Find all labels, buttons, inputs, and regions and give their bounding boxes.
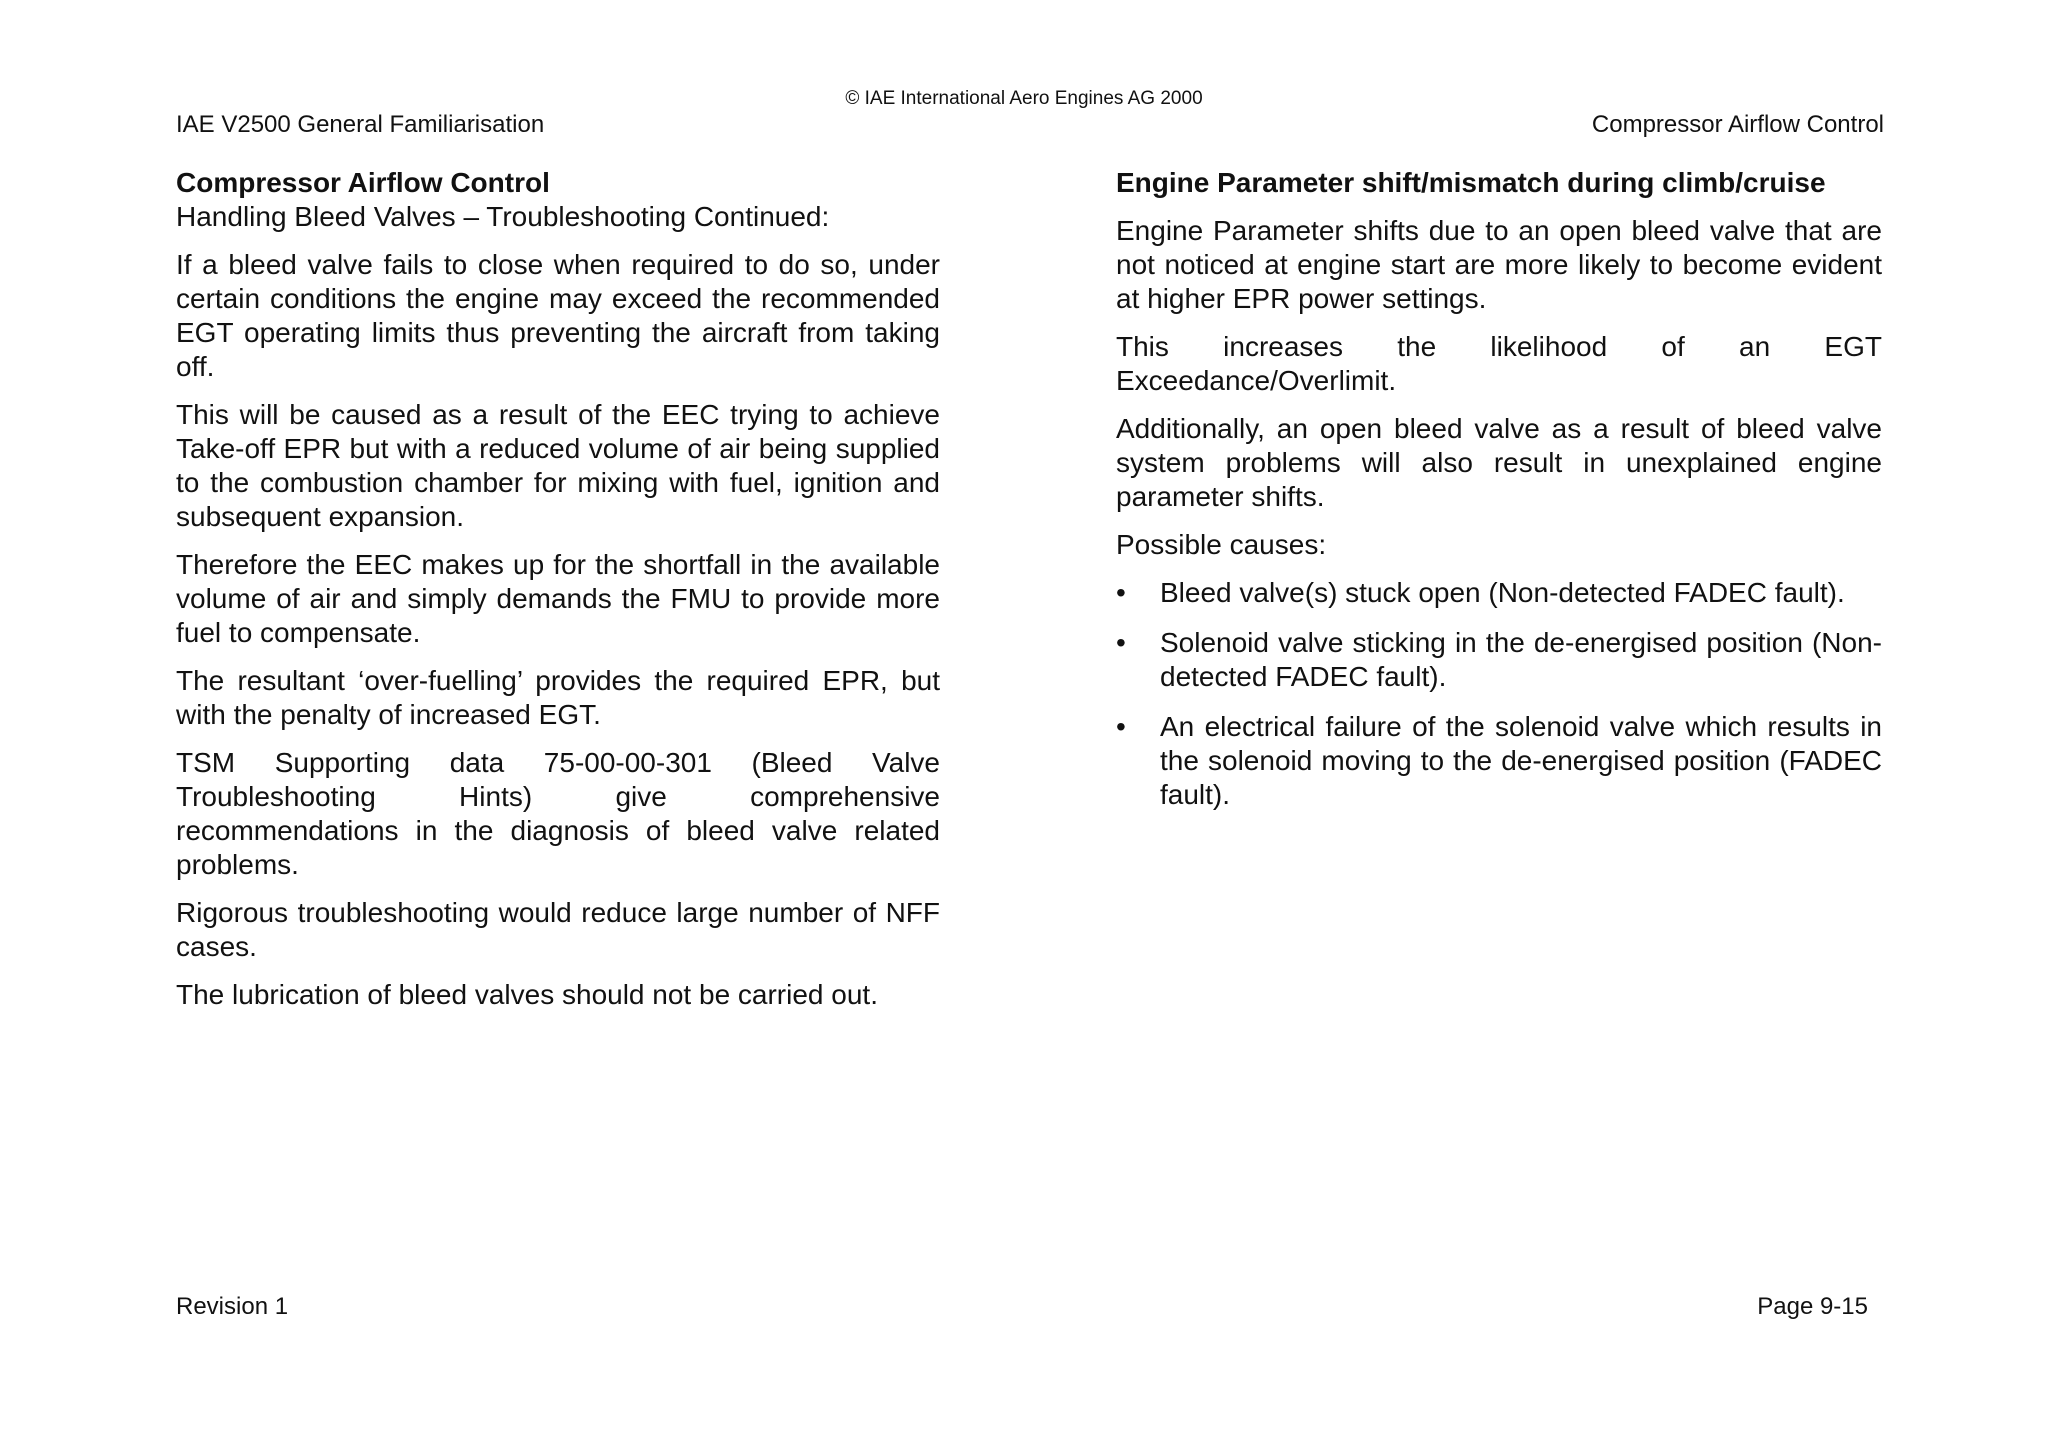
list-item [1116,710,1882,812]
footer-revision: Revision 1 [176,1293,289,1320]
footer-page-number: Page 9-15 [1757,1293,1868,1320]
left-column-heading: Compressor Airflow Control [176,167,550,198]
possible-causes-list [1116,576,1882,812]
bullet-icon: • [1116,711,1126,742]
paragraph: Possible causes: [1116,529,1327,560]
paragraph: This increases the likelihood of an EGT Exceedance/Overlimit. [1116,331,1882,396]
list-item [1116,626,1882,694]
paragraph: Additionally, an open bleed valve as a result of bleed valve system problems will also result in unexplained engine parameter shifts. [1116,413,1882,512]
paragraph: Therefore the EEC makes up for the shortfall in the available volume of air and simply demands the FMU to provide more fuel to compensate. [176,549,940,648]
list-item-text: Bleed valve(s) stuck open (Non-detected FADEC fault). [1160,577,1845,608]
paragraph: The lubrication of bleed valves should not be carried out. [176,979,878,1010]
list-item-text: Solenoid valve sticking in the de-energised position (Non-detected FADEC fault). [1160,627,1882,692]
header-section-title: Compressor Airflow Control [1591,111,1884,138]
bullet-icon: • [1116,627,1126,658]
paragraph: Rigorous troubleshooting would reduce large number of NFF cases. [176,897,940,962]
paragraph: This will be caused as a result of the EEC trying to achieve Take-off EPR but with a reduced volume of air being supplied to the combustion chamber for mixing with fuel, ignition and subsequent expansion. [176,399,940,532]
header-document-title: IAE V2500 General Familiarisation [176,111,545,138]
paragraph: Engine Parameter shifts due to an open bleed valve that are not noticed at engine start are more likely to become evident at higher EPR power settings. [1116,215,1882,314]
paragraph: TSM Supporting data 75-00-00-301 (Bleed Valve Troubleshooting Hints) give comprehensive recommendations in the diagnosis of bleed valve related problems. [176,747,940,880]
copyright-notice: © IAE International Aero Engines AG 2000 [845,88,1203,109]
list-item-text: An electrical failure of the solenoid valve which results in the solenoid moving to the de-energised position (FADEC fault). [1160,711,1882,810]
bullet-icon: • [1116,577,1126,608]
paragraph: The resultant ‘over-fuelling’ provides the required EPR, but with the penalty of increased EGT. [176,665,940,730]
paragraph: If a bleed valve fails to close when required to do so, under certain conditions the engine may exceed the recommended EGT operating limits thus preventing the aircraft from taking off. [176,249,940,382]
left-column-subheading: Handling Bleed Valves – Troubleshooting Continued: [176,201,830,232]
list-item [1116,576,1882,610]
left-column [176,166,940,1026]
right-column [1116,166,1882,828]
right-column-heading: Engine Parameter shift/mismatch during climb/cruise [1116,167,1826,198]
